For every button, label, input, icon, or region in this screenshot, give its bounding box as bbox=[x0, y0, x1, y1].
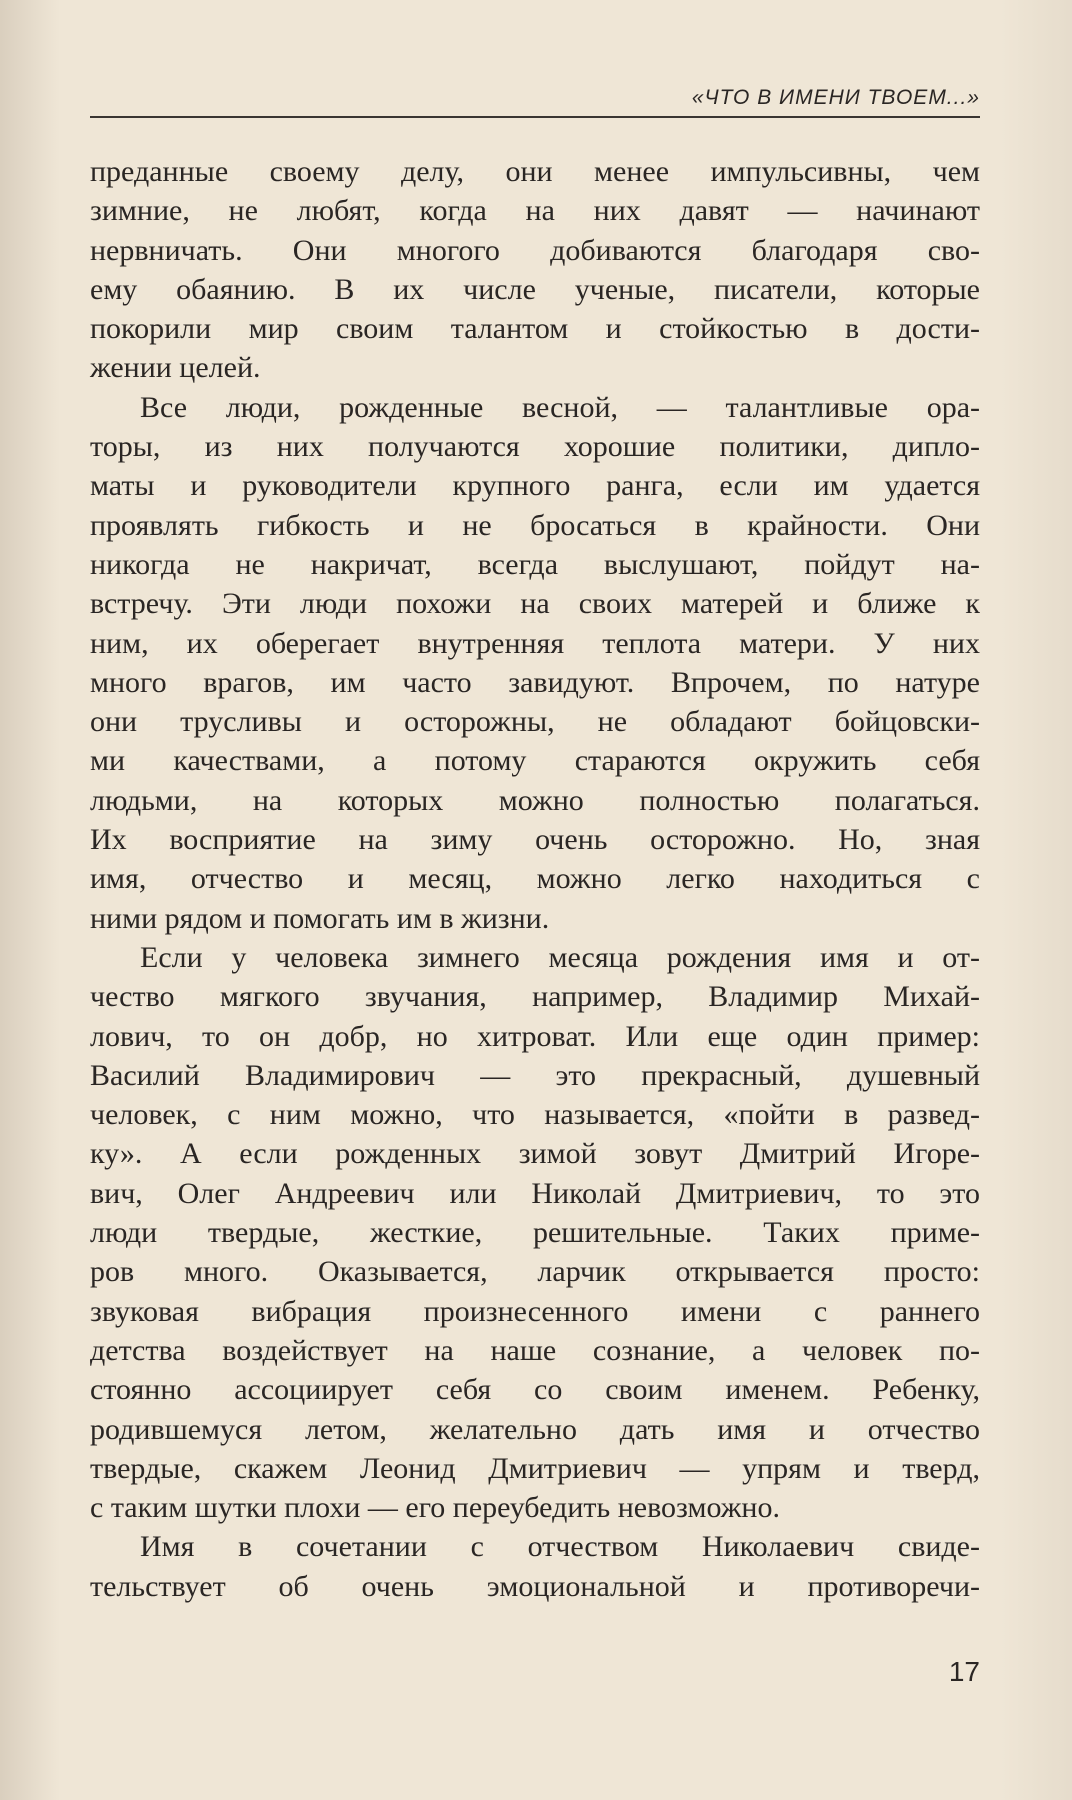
text-line: твердые, скажем Леонид Дмитриевич — упрям и тверд, bbox=[90, 1451, 980, 1485]
text-line: преданные своему делу, они менее импульсивны, чем bbox=[90, 155, 980, 188]
text-line: встречу. Эти люди похожи на своих матерей и ближе к bbox=[90, 587, 980, 621]
text-line: людьми, на которых можно полностью полагаться. bbox=[90, 783, 980, 817]
text-line: нервничать. Они многого добиваются благодаря сво- bbox=[90, 233, 980, 267]
text-line: чество мягкого звучания, например, Владимир Михай- bbox=[90, 980, 980, 1014]
body-text bbox=[90, 152, 980, 1606]
text-line: стоянно ассоциирует себя со своим именем. Ребенку, bbox=[90, 1373, 980, 1407]
text-line: Все люди, рожденные весной, — талантливые ора- bbox=[140, 390, 980, 424]
text-line: с таким шутки плохи — его переубедить невозможно. bbox=[90, 1491, 780, 1525]
text-line: родившемуся летом, желательно дать имя и отчество bbox=[90, 1412, 980, 1446]
text-line: человек, с ним можно, что называется, «пойти в развед- bbox=[90, 1098, 980, 1132]
page-number: 17 bbox=[948, 1656, 980, 1687]
text-line: люди твердые, жесткие, решительные. Таких приме- bbox=[90, 1216, 980, 1250]
running-title: «ЧТО В ИМЕНИ ТВОЕМ...» bbox=[691, 86, 980, 109]
text-line: никогда не накричат, всегда выслушают, пойдут на- bbox=[90, 547, 980, 581]
header-rule bbox=[90, 116, 980, 118]
text-line: лович, то он добр, но хитроват. Или еще один пример: bbox=[90, 1019, 980, 1053]
text-line: тельствует об очень эмоциональной и противоречи- bbox=[90, 1569, 980, 1603]
text-line: ему обаянию. В их числе ученые, писатели, которые bbox=[90, 272, 980, 306]
text-line: Василий Владимирович — это прекрасный, душевный bbox=[90, 1058, 980, 1092]
text-line: звуковая вибрация произнесенного имени с раннего bbox=[90, 1294, 980, 1328]
text-line: ми качествами, а потому стараются окружить себя bbox=[90, 744, 980, 778]
text-line: имя, отчество и месяц, можно легко находиться с bbox=[90, 862, 980, 896]
text-line: вич, Олег Андреевич или Николай Дмитриевич, то это bbox=[90, 1176, 980, 1210]
text-line: Их восприятие на зиму очень осторожно. Но, зная bbox=[90, 823, 980, 857]
text-line: ров много. Оказывается, ларчик открывается просто: bbox=[90, 1255, 980, 1289]
text-line: жении целей. bbox=[90, 351, 261, 385]
text-line: торы, из них получаются хорошие политики, дипло- bbox=[90, 430, 980, 464]
text-line: проявлять гибкость и не бросаться в крайности. Они bbox=[90, 508, 980, 542]
text-line: ним, их оберегает внутренняя теплота матери. У них bbox=[90, 626, 980, 660]
text-line: зимние, не любят, когда на них давят — начинают bbox=[90, 194, 980, 228]
text-line: много врагов, им часто завидуют. Впрочем, по натуре bbox=[90, 665, 980, 699]
text-line: они трусливы и осторожны, не обладают бойцовски- bbox=[90, 705, 980, 739]
text-line: маты и руководители крупного ранга, если им удается bbox=[90, 469, 980, 503]
text-line: ку». А если рожденных зимой зовут Дмитрий Игоре- bbox=[90, 1137, 980, 1171]
text-line: детства воздействует на наше сознание, а человек по- bbox=[90, 1333, 980, 1367]
text-line: ними рядом и помогать им в жизни. bbox=[90, 901, 550, 935]
text-line: Имя в сочетании с отчеством Николаевич свиде- bbox=[140, 1530, 980, 1564]
running-header bbox=[90, 86, 980, 118]
text-line: Если у человека зимнего месяца рождения имя и от- bbox=[140, 940, 980, 974]
text-line: покорили мир своим талантом и стойкостью в дости- bbox=[90, 312, 980, 346]
